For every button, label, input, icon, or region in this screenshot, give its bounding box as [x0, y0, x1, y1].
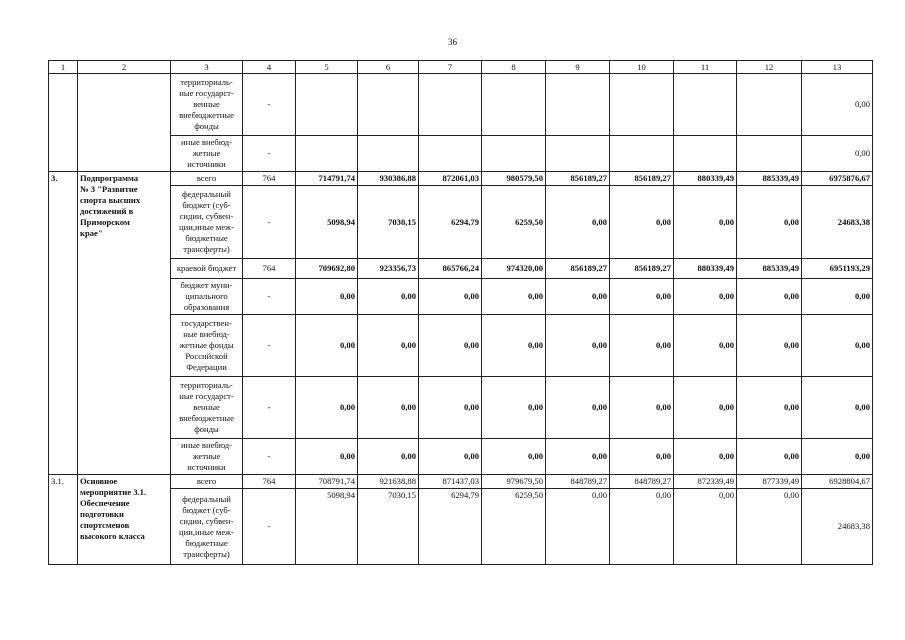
table-row: [49, 259, 873, 279]
total-value: 6951193,29: [802, 259, 873, 279]
year-value: 708791,74: [296, 475, 358, 489]
budget-table: [48, 60, 873, 565]
year-value: 0,00: [674, 315, 737, 377]
year-value: 0,00: [737, 439, 802, 475]
year-value: 0,00: [674, 186, 737, 259]
year-value: 980579,50: [482, 172, 546, 186]
year-value: 872339,49: [674, 475, 737, 489]
year-value: 0,00: [482, 377, 546, 439]
budget-code: 764: [243, 475, 296, 489]
year-value: 0,00: [358, 315, 419, 377]
table-row: [49, 136, 873, 172]
year-value: 0,00: [610, 439, 674, 475]
funding-source: территориаль- ные государст- венные внебюджетные фонды: [171, 74, 243, 136]
year-value: 921638,88: [358, 475, 419, 489]
year-value: 0,00: [546, 489, 610, 565]
page-number: 36: [448, 37, 457, 47]
funding-source: федеральный бюджет (суб- сидии, субвен- ции,иные меж- бюджетные трансферты): [171, 489, 243, 565]
year-value: 0,00: [296, 377, 358, 439]
total-value: 0,00: [802, 74, 873, 136]
year-value: 0,00: [674, 439, 737, 475]
column-header: 2: [78, 61, 171, 74]
year-value: 0,00: [482, 315, 546, 377]
year-value: 0,00: [419, 315, 482, 377]
column-header: 8: [482, 61, 546, 74]
year-value: 856189,27: [546, 172, 610, 186]
row-number: [49, 74, 78, 172]
funding-source: краевой бюджет: [171, 259, 243, 279]
year-value: [296, 136, 358, 172]
year-value: 0,00: [737, 186, 802, 259]
column-header: 7: [419, 61, 482, 74]
funding-source: иные внебюд- жетные источники: [171, 439, 243, 475]
year-value: [419, 74, 482, 136]
year-value: 0,00: [419, 377, 482, 439]
year-value: 0,00: [296, 439, 358, 475]
year-value: 0,00: [419, 439, 482, 475]
year-value: 0,00: [610, 489, 674, 565]
row-number: 3.1.: [49, 475, 78, 565]
column-header: 9: [546, 61, 610, 74]
table-row: [49, 279, 873, 315]
budget-code: -: [243, 377, 296, 439]
budget-code: 764: [243, 259, 296, 279]
year-value: 5098,94: [296, 186, 358, 259]
year-value: 930386,88: [358, 172, 419, 186]
total-value: 24683,38: [802, 186, 873, 259]
year-value: 0,00: [674, 377, 737, 439]
year-value: 0,00: [296, 279, 358, 315]
year-value: 0,00: [482, 439, 546, 475]
year-value: 0,00: [482, 279, 546, 315]
funding-source: федеральный бюджет (суб- сидии, субвен- ции,иные меж- бюджетные трансферты): [171, 186, 243, 259]
table-row: [49, 377, 873, 439]
year-value: 0,00: [546, 279, 610, 315]
total-value: 0,00: [802, 377, 873, 439]
budget-code: -: [243, 279, 296, 315]
year-value: [674, 136, 737, 172]
row-number: 3.: [49, 172, 78, 475]
funding-source: всего: [171, 475, 243, 489]
year-value: [296, 74, 358, 136]
budget-code: -: [243, 489, 296, 565]
column-header: 12: [737, 61, 802, 74]
year-value: 7030,15: [358, 186, 419, 259]
total-value: 6975876,67: [802, 172, 873, 186]
budget-code: -: [243, 439, 296, 475]
year-value: 0,00: [546, 377, 610, 439]
total-value: 0,00: [802, 136, 873, 172]
year-value: 856189,27: [610, 259, 674, 279]
year-value: 0,00: [358, 377, 419, 439]
year-value: 856189,27: [610, 172, 674, 186]
table-row: [49, 439, 873, 475]
program-name: [78, 74, 171, 172]
year-value: 0,00: [674, 279, 737, 315]
year-value: [358, 74, 419, 136]
year-value: 0,00: [296, 315, 358, 377]
year-value: 0,00: [358, 439, 419, 475]
year-value: [546, 74, 610, 136]
funding-source: территориаль- ные государст- венные внебюджетные фонды: [171, 377, 243, 439]
budget-code: -: [243, 186, 296, 259]
year-value: 714791,74: [296, 172, 358, 186]
funding-source: всего: [171, 172, 243, 186]
program-name: Подпрограмма № 3 "Развитие спорта высших достижений в Приморском крае": [78, 172, 171, 475]
year-value: [674, 74, 737, 136]
year-value: [610, 136, 674, 172]
total-value: 6928804,67: [802, 475, 873, 489]
year-value: 880339,49: [674, 172, 737, 186]
header-row: [49, 61, 873, 74]
year-value: 885339,49: [737, 259, 802, 279]
year-value: 979679,50: [482, 475, 546, 489]
column-header: 10: [610, 61, 674, 74]
year-value: 6259,50: [482, 489, 546, 565]
year-value: 6294,79: [419, 489, 482, 565]
column-header: 13: [802, 61, 873, 74]
year-value: 974320,00: [482, 259, 546, 279]
year-value: 877339,49: [737, 475, 802, 489]
year-value: 0,00: [610, 315, 674, 377]
year-value: 0,00: [546, 186, 610, 259]
year-value: 885339,49: [737, 172, 802, 186]
year-value: [482, 74, 546, 136]
year-value: [737, 74, 802, 136]
year-value: 0,00: [546, 439, 610, 475]
column-header: 6: [358, 61, 419, 74]
year-value: 6294,79: [419, 186, 482, 259]
table-row: [49, 315, 873, 377]
year-value: 6259,50: [482, 186, 546, 259]
year-value: [419, 136, 482, 172]
budget-code: 764: [243, 172, 296, 186]
year-value: 848789,27: [610, 475, 674, 489]
year-value: 0,00: [737, 489, 802, 565]
total-value: 24683,38: [802, 489, 873, 565]
year-value: [482, 136, 546, 172]
year-value: 0,00: [610, 377, 674, 439]
program-name: Основное мероприятие 3.1. Обеспечение подготовки спортсменов высокого класса: [78, 475, 171, 565]
year-value: 7030,15: [358, 489, 419, 565]
year-value: [610, 74, 674, 136]
column-header: 1: [49, 61, 78, 74]
year-value: 848789,27: [546, 475, 610, 489]
column-header: 4: [243, 61, 296, 74]
year-value: 856189,27: [546, 259, 610, 279]
total-value: 0,00: [802, 279, 873, 315]
year-value: 0,00: [674, 489, 737, 565]
table-row: [49, 475, 873, 489]
year-value: 0,00: [610, 279, 674, 315]
funding-source: государствен- ные внебюд- жетные фонды Российской Федерации: [171, 315, 243, 377]
year-value: 0,00: [419, 279, 482, 315]
budget-code: -: [243, 74, 296, 136]
column-header: 11: [674, 61, 737, 74]
year-value: [546, 136, 610, 172]
total-value: 0,00: [802, 439, 873, 475]
year-value: 923356,73: [358, 259, 419, 279]
column-header: 5: [296, 61, 358, 74]
total-value: 0,00: [802, 315, 873, 377]
table-row: [49, 74, 873, 136]
funding-source: бюджет муни- ципального образования: [171, 279, 243, 315]
year-value: 880339,49: [674, 259, 737, 279]
column-header: 3: [171, 61, 243, 74]
year-value: [358, 136, 419, 172]
year-value: 0,00: [610, 186, 674, 259]
year-value: 0,00: [737, 315, 802, 377]
year-value: 0,00: [737, 279, 802, 315]
year-value: 865766,24: [419, 259, 482, 279]
table-row: [49, 489, 873, 565]
year-value: 709692,80: [296, 259, 358, 279]
table-row: [49, 172, 873, 186]
year-value: 0,00: [737, 377, 802, 439]
budget-code: -: [243, 315, 296, 377]
year-value: 0,00: [546, 315, 610, 377]
funding-source: иные внебюд- жетные источники: [171, 136, 243, 172]
year-value: [737, 136, 802, 172]
year-value: 5098,94: [296, 489, 358, 565]
budget-code: -: [243, 136, 296, 172]
year-value: 871437,03: [419, 475, 482, 489]
year-value: 872061,03: [419, 172, 482, 186]
year-value: 0,00: [358, 279, 419, 315]
table-row: [49, 186, 873, 259]
